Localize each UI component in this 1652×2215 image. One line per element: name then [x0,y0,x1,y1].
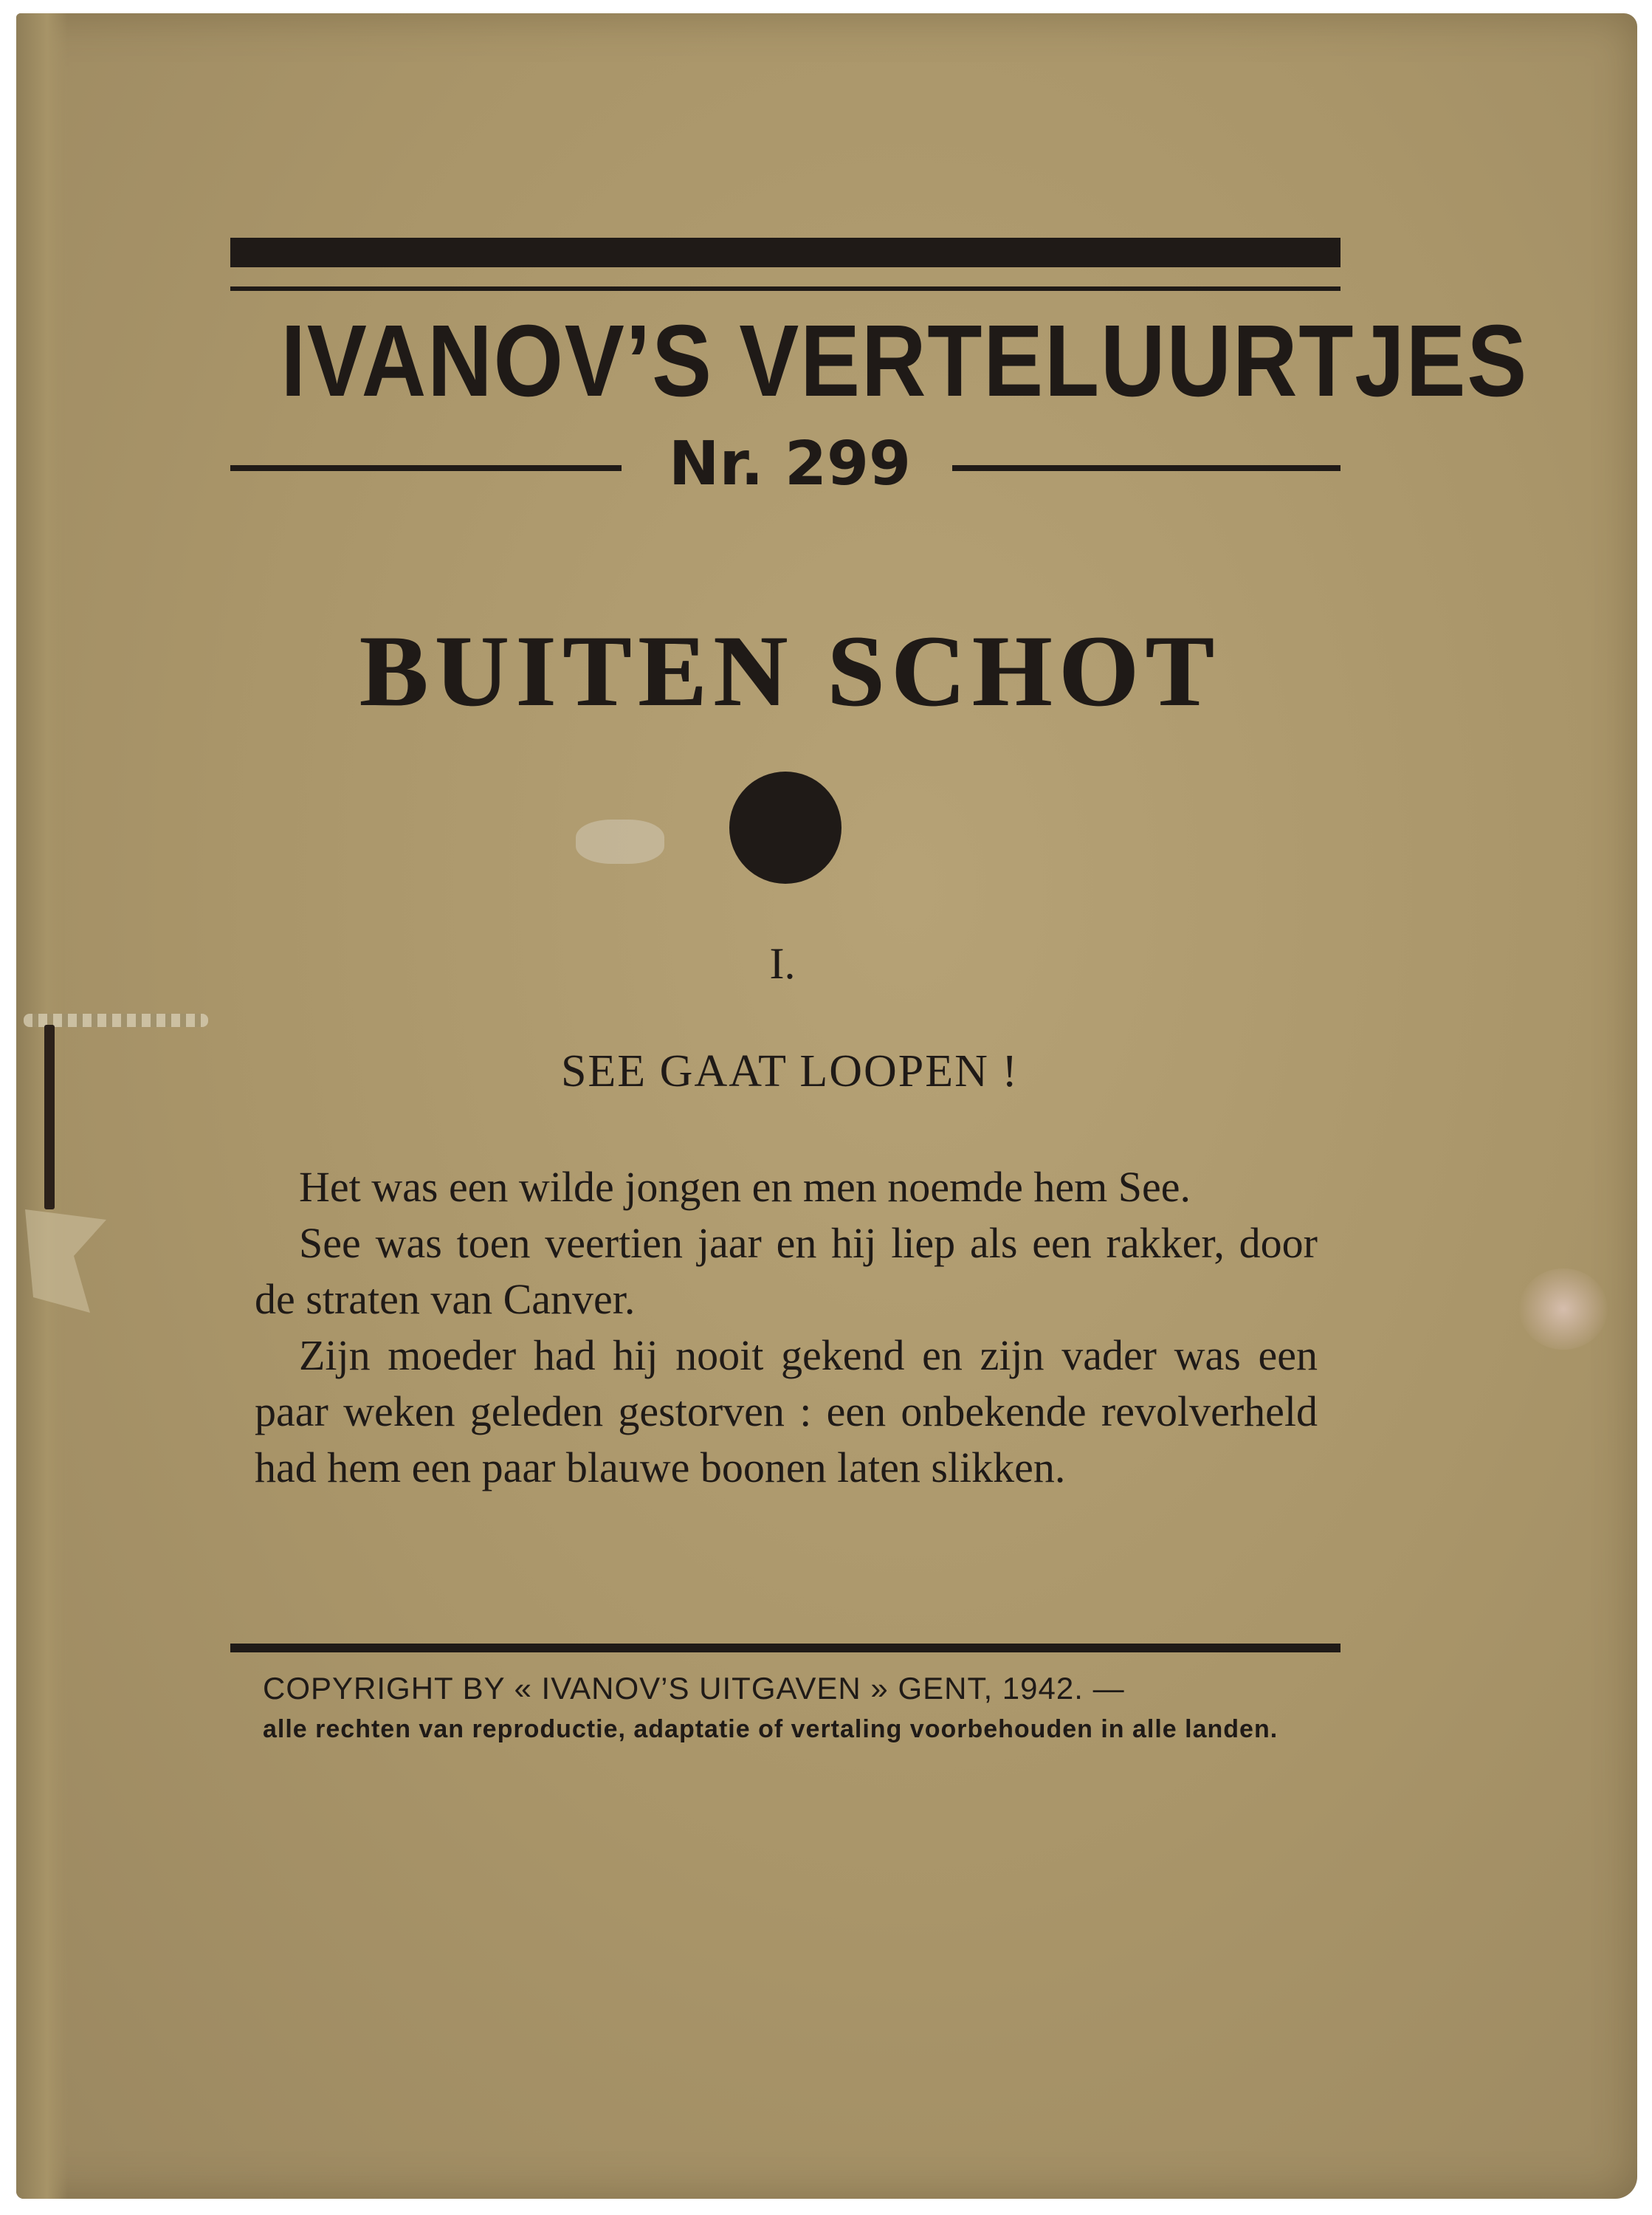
story-body [255,1159,1318,1496]
issue-rule-left [230,465,622,471]
top-thick-rule [230,238,1340,267]
top-thin-rule [230,286,1340,291]
issue-number: Nr. 299 [668,429,912,499]
staple [44,1025,55,1209]
paragraph: Zijn moeder had hij nooit gekend en zijn vader was een paar weken geleden gestorven : een onbekende revolverheld had hem een paar blauwe boonen laten slikken. [255,1331,1318,1491]
black-dot-ornament [729,772,842,884]
bottom-rule [230,1644,1340,1652]
series-title: IVANOV’S VERTELUURTJES [281,304,1529,418]
spine [16,13,68,2199]
paragraph: Het was een wilde jongen en men noemde hem See. [299,1163,1191,1211]
rights-line: alle rechten van reproductie, adaptatie of vertaling voorbehouden in alle landen. [263,1715,1278,1743]
chapter-title: SEE GAAT LOOPEN ! [560,1046,1019,1096]
ink-smudge [576,820,664,864]
chapter-number: I. [769,939,796,988]
copyright-notice [263,1669,1318,1750]
copyright-line: COPYRIGHT BY « IVANOV’S UITGAVEN » GENT, 1942. — [263,1671,1125,1706]
paragraph: See was toen veertien jaar en hij liep als een rakker, door de straten van Canver. [255,1219,1318,1323]
issue-rule-right [952,465,1340,471]
paper-stain [1519,1268,1608,1350]
story-title: BUITEN SCHOT [359,614,1221,727]
torn-paper-patch [25,1209,106,1313]
